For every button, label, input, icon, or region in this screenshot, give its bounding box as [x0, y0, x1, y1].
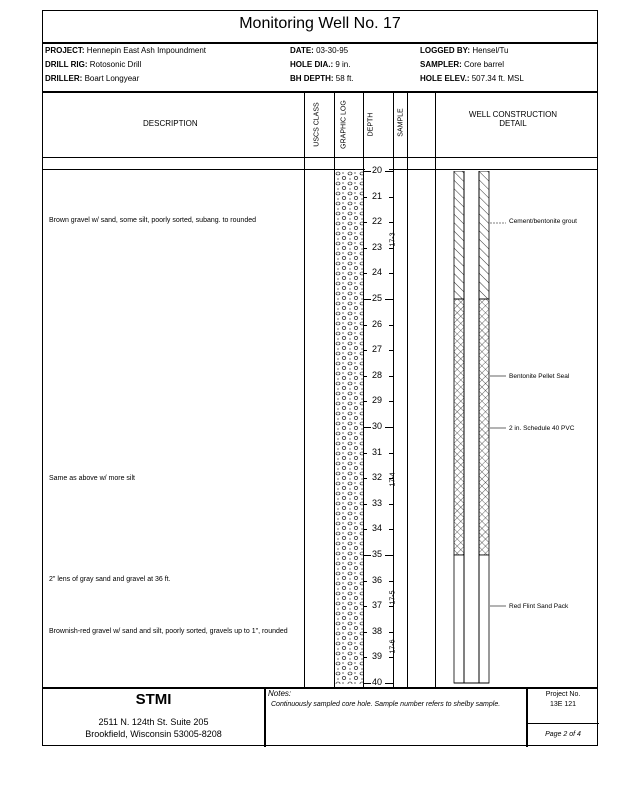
depth-tick: [363, 171, 371, 172]
depth-tick-label: 23: [365, 242, 389, 252]
page-title: Monitoring Well No. 17: [239, 15, 401, 32]
depth-tick: [363, 529, 367, 530]
annotation-pvc: 2 in. Schedule 40 PVC: [509, 425, 575, 432]
depth-tick: [389, 504, 393, 505]
column-line: [407, 91, 408, 687]
notes-label: Notes:: [268, 689, 292, 698]
depth-tick: [389, 273, 393, 274]
depth-tick: [363, 325, 367, 326]
depth-tick-label: 24: [365, 267, 389, 277]
depth-tick: [363, 478, 367, 479]
project-no-label: Project No.: [545, 691, 581, 698]
depth-tick: [363, 350, 367, 351]
well-construction-header: WELL CONSTRUCTION DETAIL: [468, 110, 558, 128]
depth-tick: [389, 453, 393, 454]
depth-tick-label: 22: [365, 216, 389, 226]
description-header: DESCRIPTION: [143, 119, 198, 128]
depth-tick: [389, 581, 393, 582]
company-address-line1: 2511 N. 124th St. Suite 205: [98, 717, 209, 727]
divider: [43, 687, 597, 689]
depth-tick: [385, 171, 393, 172]
notes-text: Continuously sampled core hole. Sample number refers to shelby sample.: [271, 701, 501, 708]
depth-header: DEPTH: [367, 112, 375, 137]
sampler-field: SAMPLER: Core barrel: [420, 60, 505, 69]
depth-tick-label: 39: [365, 651, 389, 661]
description-entry: Brownish-red gravel w/ sand and silt, poorly sorted, gravels up to 1", rounded: [49, 628, 288, 635]
depth-tick: [389, 376, 393, 377]
annotation-cement: Cement/bentonite grout: [509, 218, 577, 225]
depth-tick-label: 35: [365, 549, 389, 559]
project-no-value: 13E 121: [549, 701, 577, 708]
depth-tick-label: 28: [365, 370, 389, 380]
depth-tick: [385, 299, 393, 300]
depth-tick-label: 20: [365, 165, 389, 175]
hole-dia-field: HOLE DIA.: 9 in.: [290, 60, 351, 69]
project-field: PROJECT: Hennepin East Ash Impoundment: [45, 46, 206, 55]
depth-tick: [389, 632, 393, 633]
description-entry: 2" lens of gray sand and gravel at 36 ft.: [49, 576, 171, 583]
driller-field: DRILLER: Boart Longyear: [45, 74, 140, 83]
depth-tick: [363, 376, 367, 377]
uscs-header: USCS CLASS: [313, 102, 321, 147]
divider: [43, 42, 597, 44]
depth-tick-label: 32: [365, 472, 389, 482]
depth-tick-label: 25: [365, 293, 389, 303]
depth-tick: [385, 427, 393, 428]
drill-rig-field: DRILL RIG: Rotosonic Drill: [45, 60, 142, 69]
column-line: [304, 91, 305, 687]
depth-tick: [389, 657, 393, 658]
depth-tick: [363, 606, 367, 607]
depth-tick: [385, 683, 393, 684]
depth-tick-label: 38: [365, 626, 389, 636]
column-line: [363, 91, 364, 687]
depth-tick: [389, 248, 393, 249]
depth-tick: [389, 325, 393, 326]
depth-tick: [363, 427, 371, 428]
sample-label: 17-6: [389, 639, 397, 654]
depth-tick: [385, 555, 393, 556]
depth-tick: [363, 401, 367, 402]
depth-tick: [363, 555, 371, 556]
column-line: [264, 687, 266, 747]
depth-tick-label: 37: [365, 600, 389, 610]
description-entry: Same as above w/ more silt: [49, 475, 135, 482]
depth-tick-label: 34: [365, 523, 389, 533]
depth-tick-label: 26: [365, 319, 389, 329]
depth-tick: [389, 197, 393, 198]
depth-tick: [363, 453, 367, 454]
company-logo: STMI: [135, 691, 172, 708]
depth-tick: [389, 529, 393, 530]
depth-tick: [363, 197, 367, 198]
depth-tick-label: 31: [365, 447, 389, 457]
depth-tick: [389, 606, 393, 607]
depth-tick-label: 29: [365, 395, 389, 405]
depth-tick: [389, 350, 393, 351]
depth-tick-label: 33: [365, 498, 389, 508]
graphic-log: [335, 171, 363, 684]
sample-label: 17-5: [389, 590, 397, 605]
date-field: DATE: 03-30-95: [290, 46, 349, 55]
sample-label: 17-3: [389, 232, 397, 247]
bh-depth-field: BH DEPTH: 58 ft.: [290, 74, 354, 83]
annotation-bentonite: Bentonite Pellet Seal: [509, 373, 570, 380]
divider: [43, 169, 597, 170]
depth-tick: [363, 683, 371, 684]
depth-tick: [363, 299, 371, 300]
depth-tick: [363, 222, 367, 223]
depth-tick: [363, 632, 367, 633]
divider: [43, 157, 597, 158]
description-entry: Brown gravel w/ sand, some silt, poorly sorted, subang. to rounded: [49, 217, 256, 224]
column-line: [526, 687, 528, 747]
depth-tick: [389, 401, 393, 402]
depth-tick-label: 21: [365, 191, 389, 201]
boring-log-sheet: [42, 10, 598, 746]
sample-label: 17-4: [389, 472, 397, 487]
company-address-line2: Brookfield, Wisconsin 53005-8208: [85, 729, 222, 739]
depth-tick: [363, 504, 367, 505]
divider: [43, 91, 597, 93]
hole-elev-field: HOLE ELEV.: 507.34 ft. MSL: [420, 74, 524, 83]
depth-tick: [363, 581, 367, 582]
depth-tick: [363, 657, 367, 658]
logged-by-field: LOGGED BY: Hensel/Tu: [420, 46, 509, 55]
depth-tick: [363, 248, 367, 249]
depth-tick-label: 30: [365, 421, 389, 431]
depth-tick-label: 27: [365, 344, 389, 354]
depth-tick: [363, 273, 367, 274]
depth-tick-label: 36: [365, 575, 389, 585]
depth-tick: [389, 222, 393, 223]
sample-header: SAMPLE: [397, 108, 405, 137]
divider: [526, 723, 599, 724]
graphic-log-header: GRAPHIC LOG: [340, 100, 348, 149]
annotation-sand: Red Flint Sand Pack: [509, 603, 569, 610]
page-number: Page 2 of 4: [545, 731, 581, 738]
depth-tick-label: 40: [365, 677, 389, 687]
